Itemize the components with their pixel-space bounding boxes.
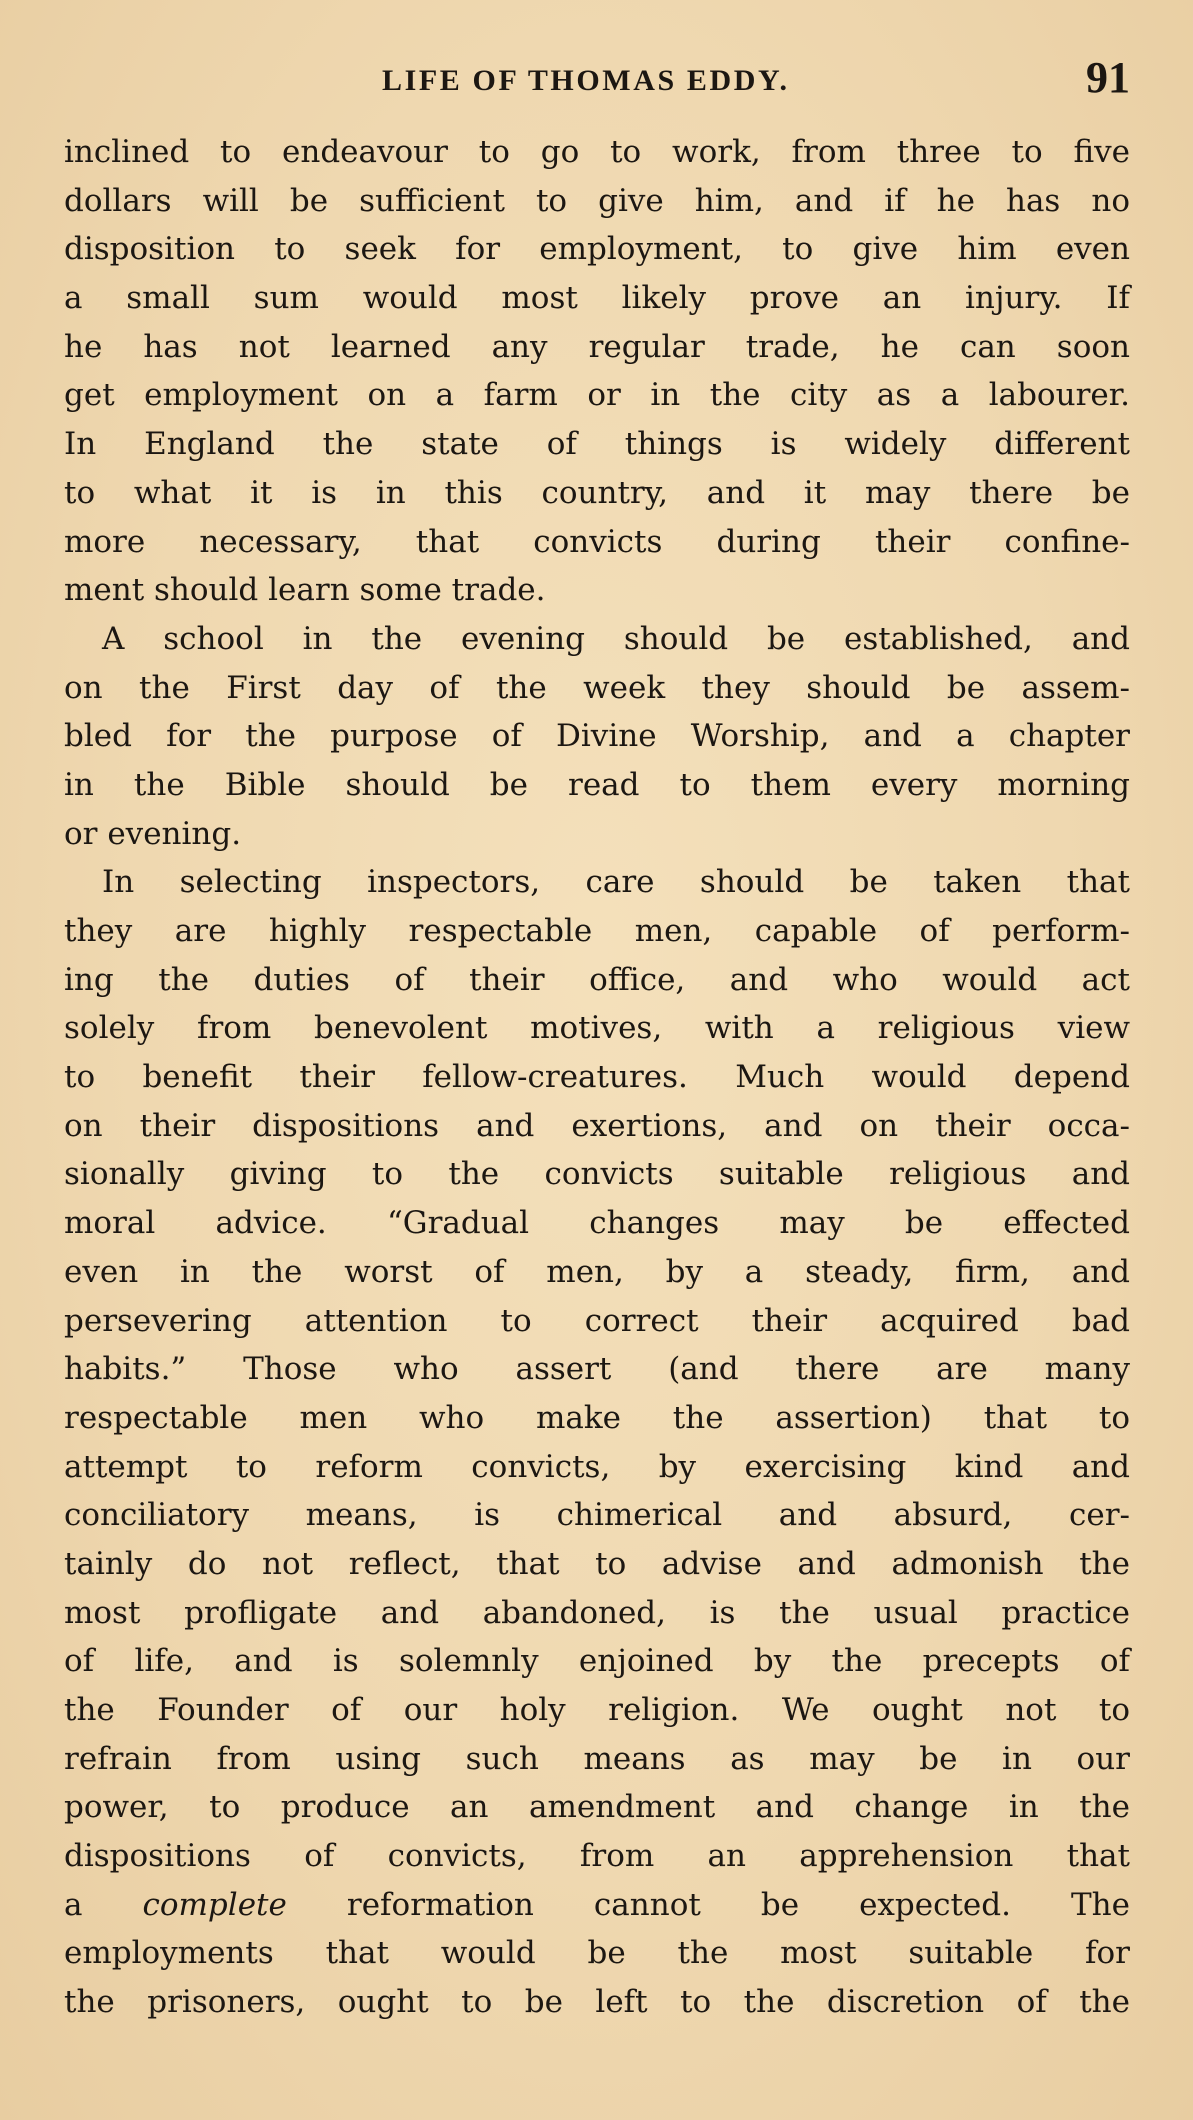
text-line: solely from benevolent motives, with a religious view xyxy=(64,1010,1130,1047)
text-line: on their dispositions and exertions, and on their occa- xyxy=(64,1107,1130,1144)
text-line: or evening. xyxy=(64,815,242,852)
text-line: conciliatory means, is chimerical and absurd, cer- xyxy=(64,1497,1130,1534)
text-line: tainly do not reflect, that to advise and admonish the xyxy=(64,1545,1130,1582)
text-line: ing the duties of their office, and who would act xyxy=(64,961,1130,998)
text-line: habits.” Those who assert (and there are many xyxy=(64,1351,1130,1388)
text-line: moral advice. “Gradual changes may be effected xyxy=(64,1205,1130,1242)
text-line: dispositions of convicts, from an apprehension that xyxy=(64,1838,1130,1875)
text-line-with-italic xyxy=(64,1881,1130,1930)
body-text xyxy=(64,128,1130,2027)
text-line: most profligate and abandoned, is the usual practice xyxy=(64,1594,1130,1631)
text-line: employments that would be the most suitable for xyxy=(64,1935,1130,1972)
text-line: respectable men who make the assertion) that to xyxy=(64,1399,1130,1436)
running-title: LIFE OF THOMAS EDDY. xyxy=(382,64,790,97)
text-line: bled for the purpose of Divine Worship, and a chapter xyxy=(64,718,1130,755)
text-line: even in the worst of men, by a steady, firm, and xyxy=(64,1253,1130,1290)
text-line: a small sum would most likely prove an injury. If xyxy=(64,280,1130,317)
text-line: on the First day of the week they should be assem- xyxy=(64,669,1130,706)
text-line: they are highly respectable men, capable of perform- xyxy=(64,913,1130,949)
text-line: disposition to seek for employment, to give him even xyxy=(64,231,1130,268)
text-line: the Founder of our holy religion. We ought not to xyxy=(64,1692,1130,1728)
page-number: 91 xyxy=(1086,53,1130,102)
text-line: In selecting inspectors, care should be taken that xyxy=(102,864,1130,901)
text-segment: reformation cannot be expected. The xyxy=(286,1886,1130,1923)
text-line: persevering attention to correct their acquired bad xyxy=(64,1302,1130,1339)
text-line: ment should learn some trade. xyxy=(64,572,546,609)
text-line: get employment on a farm or in the city as a labourer. xyxy=(64,377,1130,414)
text-line: sionally giving to the convicts suitable religious and xyxy=(64,1156,1130,1193)
text-line: In England the state of things is widely different xyxy=(64,426,1130,463)
text-line: attempt to reform convicts, by exercising kind and xyxy=(64,1448,1130,1485)
text-line: refrain from using such means as may be in our xyxy=(64,1740,1130,1777)
text-line: inclined to endeavour to go to work, from three to five xyxy=(64,134,1130,170)
running-head xyxy=(64,52,1130,104)
text-line: he has not learned any regular trade, he can soon xyxy=(64,328,1130,365)
text-line: of life, and is solemnly enjoined by the precepts of xyxy=(64,1643,1130,1680)
text-line: the prisoners, ought to be left to the discretion of the xyxy=(64,1984,1130,2021)
text-line: A school in the evening should be established, and xyxy=(102,620,1130,657)
text-line: to what it is in this country, and it may there be xyxy=(64,474,1130,511)
text-line: dollars will be sufficient to give him, and if he has no xyxy=(64,182,1130,219)
italic-word: complete xyxy=(142,1886,287,1923)
text-line: more necessary, that convicts during their confine- xyxy=(64,523,1130,560)
text-line: to benefit their fellow-creatures. Much would depend xyxy=(64,1059,1130,1096)
text-line: power, to produce an amendment and change in the xyxy=(64,1789,1130,1826)
text-line: in the Bible should be read to them every morning xyxy=(64,766,1130,803)
text-segment: a xyxy=(64,1886,143,1923)
